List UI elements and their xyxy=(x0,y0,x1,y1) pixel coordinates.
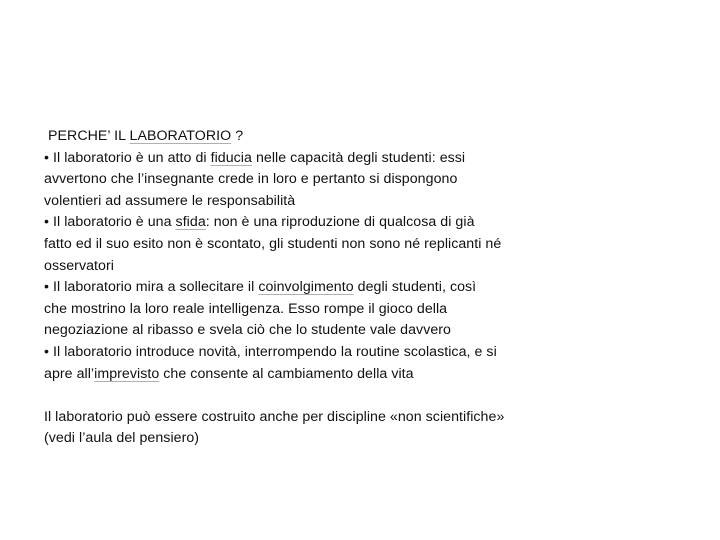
keyword-fiducia: fiducia xyxy=(210,149,252,166)
closing-line-2: (vedi l’aula del pensiero) xyxy=(44,430,200,447)
bullet-text: Il laboratorio introduce novità, interrompendo la routine scolastica, e si xyxy=(49,343,497,360)
bullet-marker: • xyxy=(44,279,50,296)
keyword-coinvolgimento: coinvolgimento xyxy=(258,279,354,296)
bullet-marker: • xyxy=(44,214,50,231)
bullet-4-line-2 xyxy=(44,364,604,386)
heading-prefix: PERCHE’ IL xyxy=(48,128,130,144)
bullet-marker: • xyxy=(44,343,50,360)
bullet-2-line-1 xyxy=(44,212,604,234)
bullet-text: che consente al cambiamento della vita xyxy=(159,365,414,382)
heading xyxy=(44,126,604,148)
bullet-text: Il laboratorio è una xyxy=(49,214,176,231)
bullet-1-line-1 xyxy=(44,148,604,170)
keyword-imprevisto: imprevisto xyxy=(94,365,160,382)
bullet-text: degli studenti, così xyxy=(353,279,477,296)
keyword-sfida: sfida xyxy=(175,214,206,231)
heading-suffix: ? xyxy=(231,128,244,144)
bullet-text: Il laboratorio mira a sollecitare il xyxy=(49,279,259,296)
bullet-3-line-2: che mostrino la loro reale intelligenza. Esso rompe il gioco della xyxy=(44,300,448,317)
bullet-marker: • xyxy=(44,149,50,166)
bullet-1-line-3: volentieri ad assumere le responsabilità xyxy=(44,192,296,209)
heading-keyword: LABORATORIO xyxy=(129,128,232,144)
bullet-1-line-2: avvertono che l’insegnante crede in loro e pertanto si dispongono xyxy=(44,171,458,188)
bullet-text: nelle capacità degli studenti: essi xyxy=(251,149,466,166)
bullet-3-line-1 xyxy=(44,277,604,299)
bullet-text: Il laboratorio è un atto di xyxy=(49,149,211,166)
bullet-text: : non è una riproduzione di qualcosa di già xyxy=(205,214,475,231)
bullet-3-line-3: negoziazione al ribasso e svela ciò che lo studente vale davvero xyxy=(44,322,452,339)
text-block xyxy=(44,126,604,450)
closing-line-1: Il laboratorio può essere costruito anche per discipline «non scientifiche» xyxy=(44,408,505,425)
bullet-4-line-1 xyxy=(44,342,604,364)
bullet-2-line-3: osservatori xyxy=(44,257,114,274)
bullet-text: apre all’ xyxy=(44,365,95,382)
paragraph-gap xyxy=(44,385,604,407)
bullet-2-line-2: fatto ed il suo esito non è scontato, gli studenti non sono né replicanti né xyxy=(44,235,502,252)
